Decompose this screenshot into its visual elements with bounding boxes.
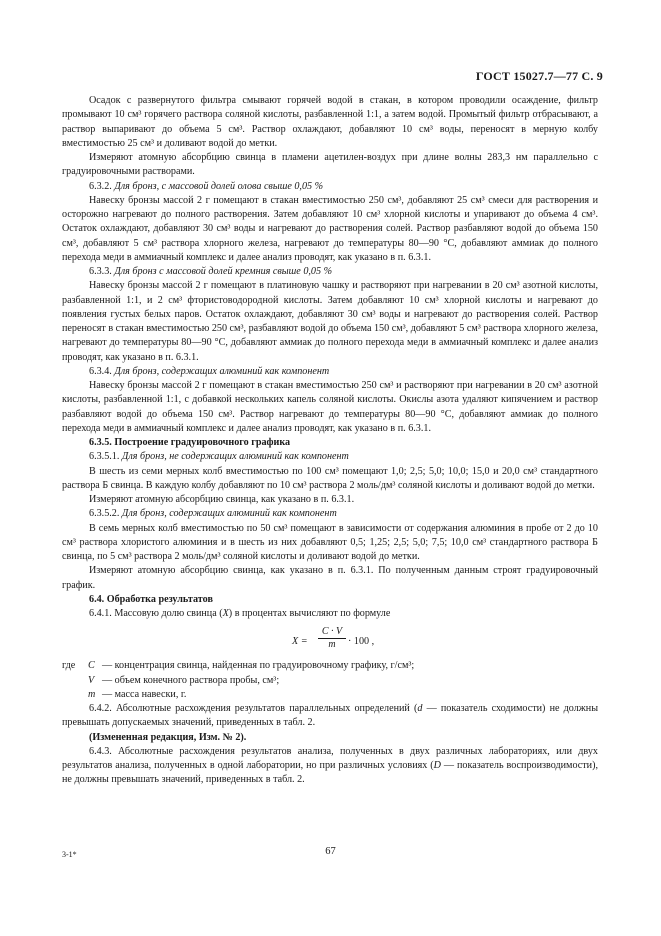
where-symbol: V [88,674,95,686]
section-title: Для бронз с массовой долей кремния свыше 0,05 % [114,266,333,277]
text-run: 6.4.2. Абсолютные расхождения результатов параллельных определений ( [89,703,418,714]
formula-denominator: m [328,639,336,651]
section-title: Для бронз, не содержащих алюминий как компонент [121,451,349,463]
where-text: — масса навески, г. [102,688,187,700]
section-number: 6.3.5.1. [89,451,120,463]
formula-lhs: X = [292,636,308,648]
math-symbol: D [433,760,441,771]
document-header: ГОСТ 15027.7—77 С. 9 [475,69,603,83]
document-body [62,94,598,788]
text-run: — показатель сходимости) не должны превышать допускаемых значений, приведенных в табл. 2. [62,703,598,729]
section-number: 6.3.3. [89,266,112,277]
section-heading [62,365,598,379]
text-run: 6.4.3. Абсолютные расхождения результатов анализа, полученных в двух различных лабораториях, или двух результатов анализа, полученных в одной лаборатории, но при различных условиях ( [62,745,598,771]
math-symbol: X [222,608,229,619]
where-prefix: где [62,660,76,672]
section-heading [62,507,598,521]
formula-rhs: · 100 , [348,636,375,648]
where-row [62,674,598,688]
paragraph: Измеряют атомную абсорбцию свинца в пламени ацетилен-воздух при длине волны 283,3 нм параллельно с градуировочными растворами. [62,152,598,178]
amendment-note: (Измененная редакция, Изм. № 2). [89,731,247,743]
paragraph: Измеряют атомную абсорбцию свинца, как указано в п. 6.3.1. По полученным данным строят градуировочный график. [62,565,598,591]
section-heading-bold: 6.4. Обработка результатов [89,593,213,605]
formula [62,626,598,654]
paragraph: В семь мерных колб вместимостью по 50 см³ помещают в зависимости от содержания алюминия в пробе от 2 до 10 см³ раствора хлористого алюминия и в шесть из них добавляют 0,5; 1,25; 2,5; 5,0; 7,5; 10,0 см³ стандартного раствора Б свинца, по 5 см³ раствора 2 моль/дм³ соляной кислоты и доливают водой до метки. [62,522,598,562]
text-run: ) в процентах вычисляют по формуле [228,608,391,619]
paragraph: Измеряют атомную абсорбцию свинца, как указано в п. 6.3.1. [89,494,355,505]
section-heading [62,265,598,279]
math-symbol: d [417,703,423,714]
section-heading [62,450,598,464]
where-text: — концентрация свинца, найденная по градуировочному графику, г/см³; [102,660,415,672]
paragraph [62,702,598,731]
paragraph: Навеску бронзы массой 2 г помещают в стакан вместимостью 250 см³, добавляют 25 см³ смеси для растворения и осторожно нагревают до полного растворения. Затем добавляют 10 см³ хлорной кислоты и упаривают до объема 4 см³. Остаток охлаждают, добавляют 30 см³ воды и нагревают до растворения солей. Раствор разбавляют водой до объема 150 см³, добавляют 5 см³ раствора хлорного железа, нагревают до температуры 80—90 °С, добавляют аммиак до полного перехода меди в аммиачный комплекс и далее анализ проводят, как указано в п. 6.3.1. [62,194,598,263]
where-symbol: m [88,688,96,700]
section-heading-bold: 6.3.5. Построение градуировочного графика [89,437,291,448]
text-run: 6.4.1. Массовую долю свинца ( [89,608,223,619]
print-mark: 3-1* [62,850,77,859]
where-row [62,688,598,702]
paragraph: В шесть из семи мерных колб вместимостью по 100 см³ помещают 1,0; 2,5; 5,0; 10,0; 15,0 и 20,0 см³ стандартного раствора Б свинца. В каждую колбу добавляют по 10 см³ раствора 2 моль/дм³ соляной кислоты и доливают водой до метки. [62,465,598,491]
section-number: 6.3.2. [89,180,112,192]
formula-fraction [318,626,346,651]
text-run: — показатель воспроизводимости), не должны превышать значений, приведенных в табл. 2. [62,760,599,786]
where-symbol: C [88,660,95,672]
section-heading [62,180,598,194]
where-text: — объем конечного раствора пробы, см³; [102,674,280,686]
paragraph: Навеску бронзы массой 2 г помещают в платиновую чашку и растворяют при нагревании в 20 см³ азотной кислоты, разбавленной 1:1, и 2 см³ фтористоводородной кислоты. Затем добавляют 10 см³ хлорной кислоты и нагревают до появления густых белых паров. Остаток охлаждают, добавляют 30 см³ воды и нагревают до растворения солей. Раствор переносят в стакан вместимостью 250 см³, разбавляют водой до объема 150 см³, добавляют 5 см³ раствора хлорного железа, нагревают до температуры 80—90 °С, добавляют аммиак до полного перехода меди в аммиачный комплекс и далее анализ проводят, как указано в п. 6.3.1. [62,280,598,363]
section-number: 6.3.4. [89,365,112,377]
where-row [62,659,598,673]
paragraph [62,607,598,621]
section-title: Для бронз, содержащих алюминий как компонент [121,508,337,520]
paragraph [62,745,598,788]
page-number: 67 [325,846,336,857]
paragraph: Осадок с развернутого фильтра смывают горячей водой в стакан, в котором проводили осаждение, фильтр промывают 10 см³ горячего раствора соляной кислоты, разбавленной 1:1, а затем водой. Промытый фильтр отбрасывают, а раствор выпаривают до объема 5 см³. Раствор охлаждают, добавляют 10 см³ воды, переносят в мерную колбу вместимостью 25 см³ и доливают водой до метки. [62,95,598,149]
formula-numerator: C · V [318,626,346,639]
paragraph: Навеску бронзы массой 2 г помещают в стакан вместимостью 250 см³ и растворяют при нагревании в 20 см³ азотной кислоты, разбавленной 1:1, с добавкой нескольких капель соляной кислоты. Окислы азота удаляют кипячением и раствор разбавляют водой до объема 150 см³. Раствор нагревают до температуры 80—90 °С, добавляют аммиак до полного перехода меди в аммиачный комплекс и далее анализ проводят, как указано в п. 6.3.1. [62,380,598,434]
section-number: 6.3.5.2. [89,508,120,520]
section-title: Для бронз, с массовой долей олова свыше 0,05 % [114,180,324,192]
section-title: Для бронз, содержащих алюминий как компонент [114,365,330,377]
